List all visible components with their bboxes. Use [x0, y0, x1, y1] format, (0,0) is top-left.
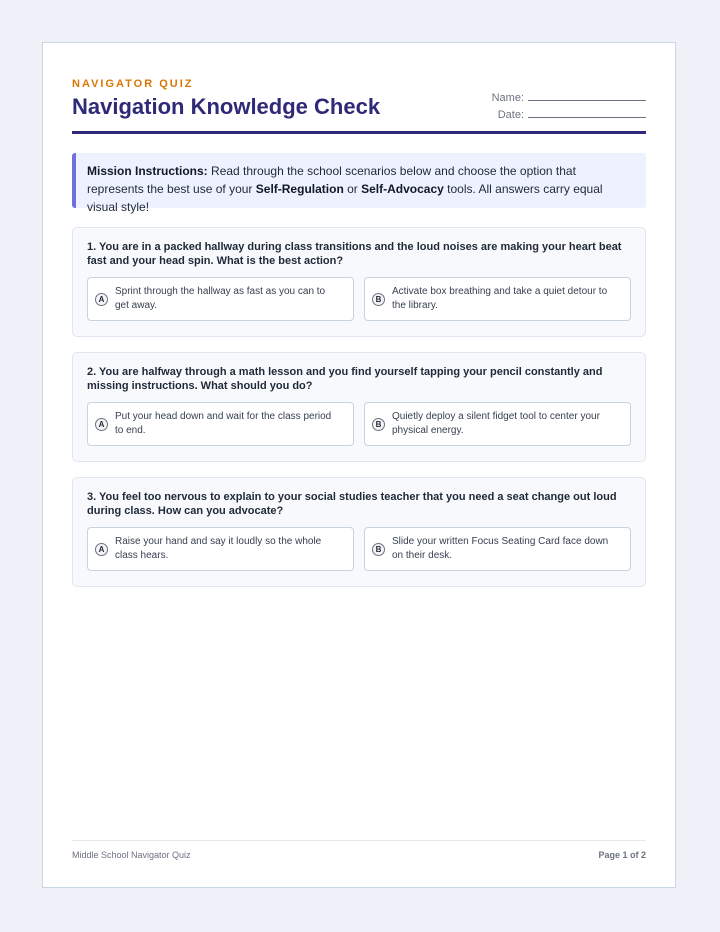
answer-options — [87, 527, 631, 571]
date-label: Date: — [497, 109, 524, 121]
mission-instructions — [72, 153, 646, 214]
option-letter-badge: A — [95, 543, 108, 556]
option-a[interactable] — [87, 277, 354, 321]
page-number: Page 1 of 2 — [598, 850, 646, 860]
instructions-term-1: Self-Regulation — [255, 182, 344, 196]
question-text: 1. You are in a packed hallway during class transitions and the loud noises are making your heart beat fast and your head spin. What is the best action? — [87, 241, 622, 267]
name-field[interactable] — [528, 90, 646, 101]
answer-options — [87, 402, 631, 446]
name-row — [492, 90, 646, 107]
question-text: 2. You are halfway through a math lesson and you find yourself tapping your pencil constantly and missing instructions. What should you do? — [87, 366, 603, 392]
option-letter-badge: B — [372, 543, 385, 556]
instructions-term-2: Self-Advocacy — [361, 182, 444, 196]
option-letter-badge: A — [95, 293, 108, 306]
option-letter-badge: A — [95, 418, 108, 431]
page-title: Navigation Knowledge Check — [72, 94, 381, 119]
option-b[interactable] — [364, 402, 631, 446]
option-text: Put your head down and wait for the class period to end. — [115, 411, 332, 436]
page-content — [72, 43, 646, 887]
date-row — [492, 107, 646, 124]
option-b[interactable] — [364, 277, 631, 321]
footer-title: Middle School Navigator Quiz — [72, 850, 191, 860]
option-text: Sprint through the hallway as fast as you can to get away. — [115, 286, 326, 311]
name-label: Name: — [491, 92, 524, 104]
question-card-1 — [72, 227, 646, 337]
footer-divider — [72, 840, 646, 841]
option-text: Quietly deploy a silent fidget tool to center your physical energy. — [392, 411, 600, 436]
option-text: Slide your written Focus Seating Card face down on their desk. — [392, 536, 609, 561]
header-divider — [72, 131, 646, 134]
option-text: Activate box breathing and take a quiet detour to the library. — [392, 286, 608, 311]
student-info — [492, 90, 646, 124]
option-letter-badge: B — [372, 293, 385, 306]
option-b[interactable] — [364, 527, 631, 571]
answer-options — [87, 277, 631, 321]
option-a[interactable] — [87, 527, 354, 571]
worksheet-page — [42, 42, 676, 888]
option-text: Raise your hand and say it loudly so the whole class hears. — [115, 536, 322, 561]
quiz-kicker: NAVIGATOR QUIZ — [72, 78, 194, 90]
instructions-text-2: or — [343, 182, 362, 196]
option-letter-badge: B — [372, 418, 385, 431]
question-card-2 — [72, 352, 646, 462]
instructions-lead: Mission Instructions: — [87, 164, 208, 178]
instructions-text-3: tools. All answers carry equal visual style! — [87, 182, 603, 214]
question-card-3 — [72, 477, 646, 587]
question-text: 3. You feel too nervous to explain to your social studies teacher that you need a seat change out loud during class. How can you advocate? — [87, 491, 617, 517]
option-a[interactable] — [87, 402, 354, 446]
date-field[interactable] — [528, 107, 646, 118]
instructions-text-1: Read through the school scenarios below and choose the option that represents the best use of your — [87, 164, 576, 196]
